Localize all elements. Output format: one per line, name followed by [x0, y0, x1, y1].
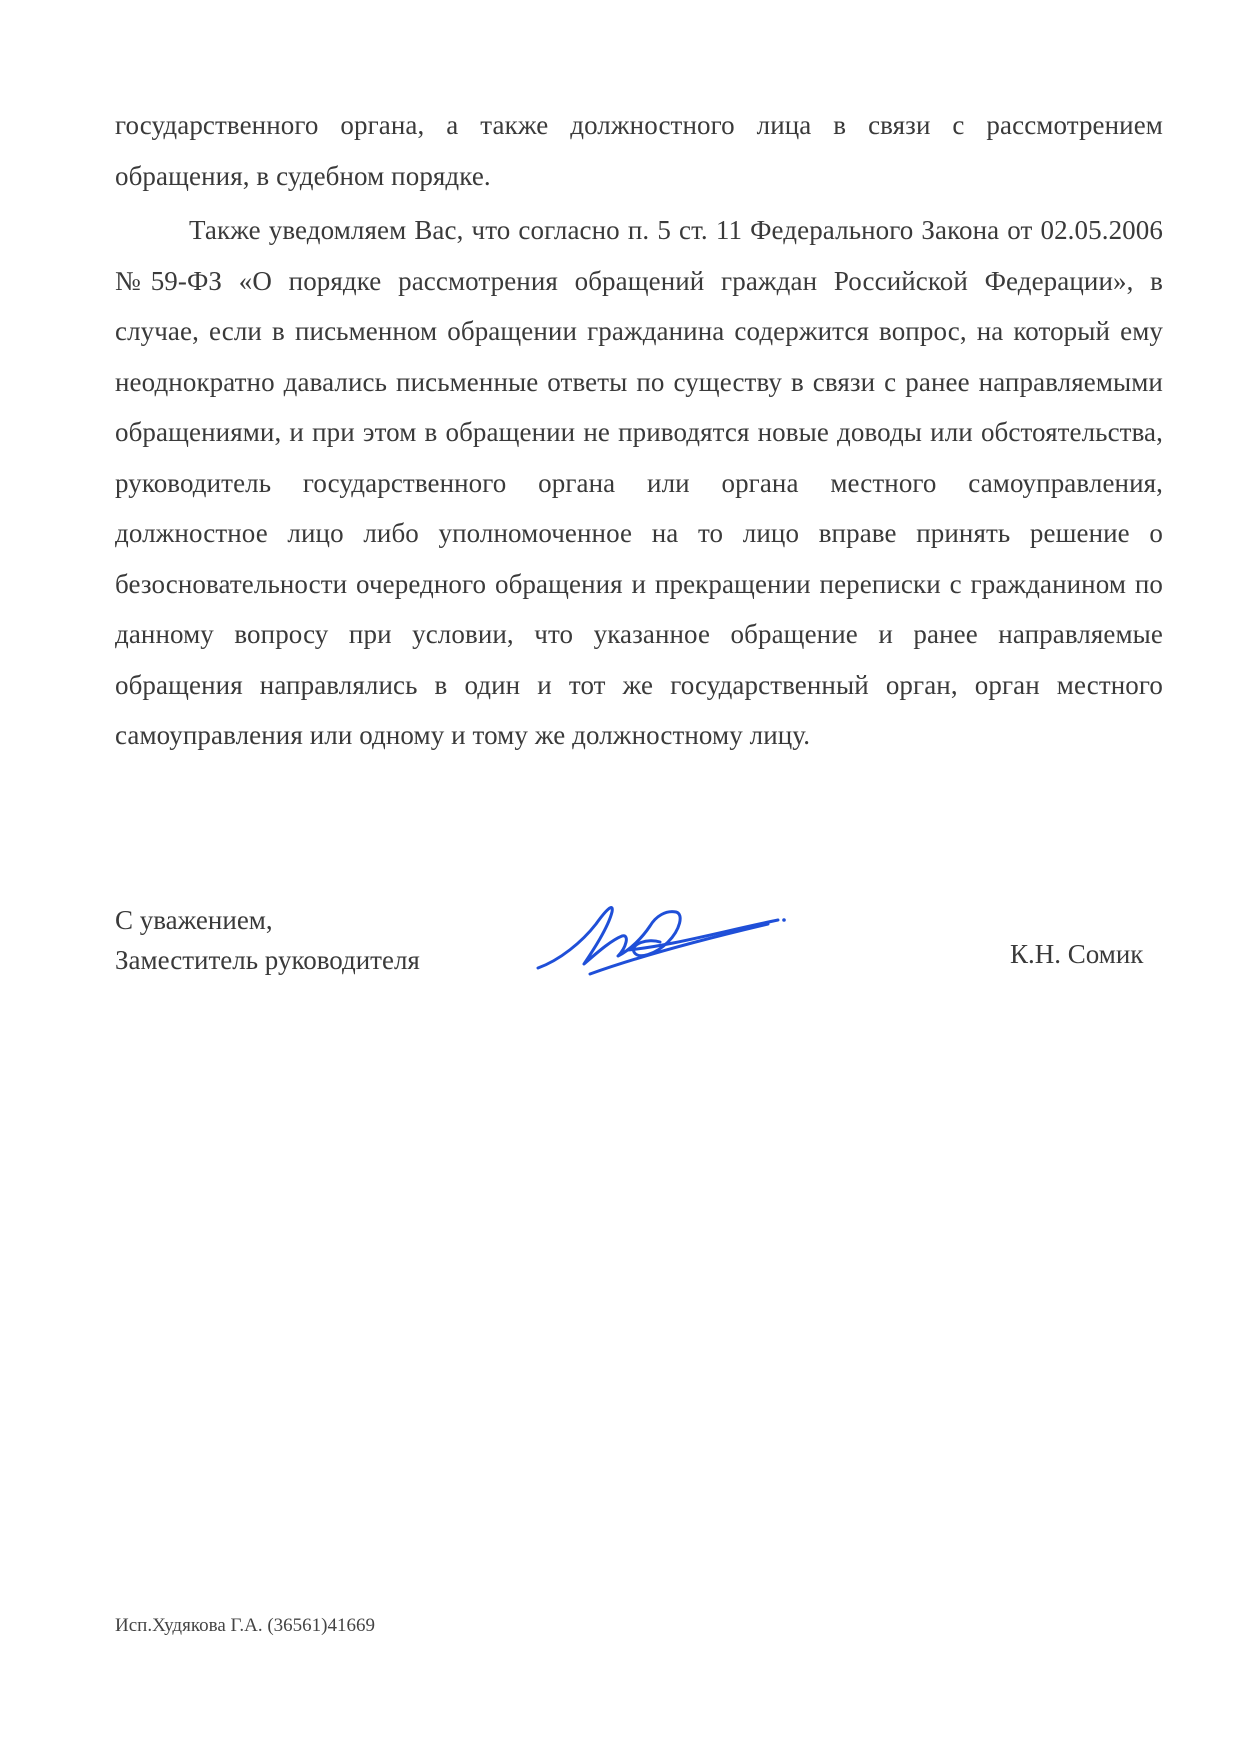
closing-salutation: С уважением,	[115, 905, 273, 935]
closing-block	[115, 900, 420, 980]
signatory-name: К.Н. Сомик	[1010, 939, 1144, 969]
paragraph-notice: Также уведомляем Вас, что согласно п. 5 ст. 11 Федерального Закона от 02.05.2006 №59-ФЗ «О порядке рассмотрения обращений граждан Российской Федерации», в случае, если в письменном обращении гражданина содержится вопрос, на который ему неоднократно давались письменные ответы по существу в связи с ранее направляемыми обращениями, и при этом в обращении не приводятся новые доводы или обстоятельства, руководитель государственного органа или органа местного самоуправления, должностное лицо либо уполномоченное на то лицо вправе принять решение о безосновательности очередного обращения и прекращении переписки с гражданином по данному вопросу при условии, что указанное обращение и ранее направляемые обращения направлялись в один и тот же государственный орган, орган местного самоуправления или одному и тому же должностному лицу.	[115, 215, 1163, 750]
executor-footer: Исп.Худякова Г.А. (36561)41669	[115, 1615, 375, 1636]
handwritten-signature	[530, 880, 790, 990]
signatory-position: Заместитель руководителя	[115, 945, 420, 975]
paragraph-continuation: государственного органа, а также должностного лица в связи с рассмотрением обращения, в судебном порядке.	[115, 110, 1163, 191]
letter-body	[115, 100, 1163, 765]
